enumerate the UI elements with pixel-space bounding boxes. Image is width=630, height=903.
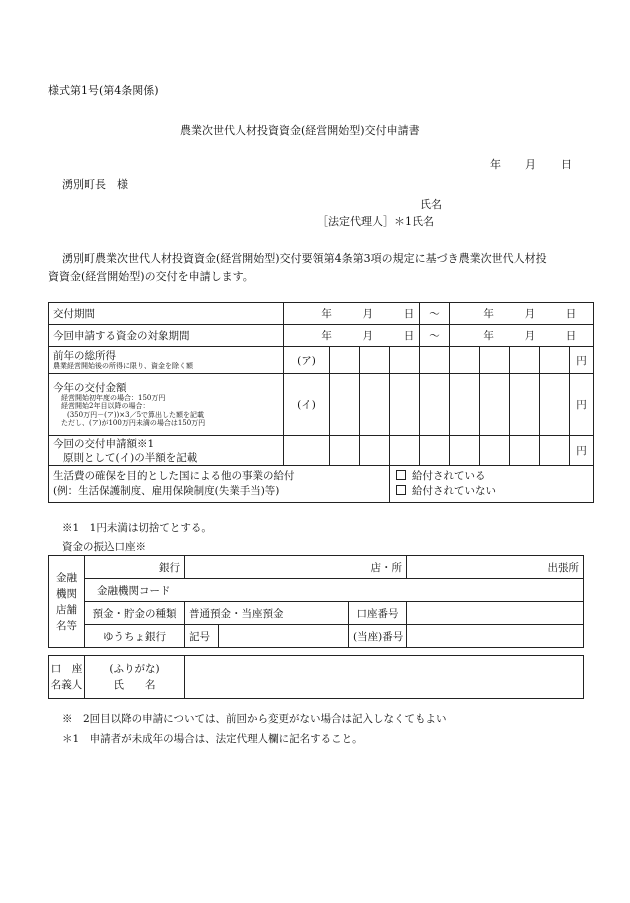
apply-amount-digit[interactable]: [390, 436, 420, 466]
apply-amount-digit[interactable]: [330, 436, 360, 466]
applicant-name-label: 氏名: [420, 198, 442, 211]
checkbox-not-received[interactable]: [396, 485, 406, 495]
form-title: 農業次世代人材投資資金(経営開始型)交付申請書: [180, 124, 420, 137]
apply-amount-digit[interactable]: [540, 436, 570, 466]
target-end-day: 日: [565, 330, 577, 342]
number-label: (当座)番号: [349, 625, 407, 648]
intro-line-1: 湧別町農業次世代人材投資資金(経営開始型)交付要領第4条第3項の規定に基づき農業次世代人材投: [62, 252, 547, 265]
this-year-note-3: (350万円－(ア))×3／5で算出した額を記載: [67, 410, 205, 419]
target-period-label: 今回申請する資金の対象期間: [49, 325, 284, 347]
period-start-cell[interactable]: [284, 303, 420, 325]
symbol-label: 記号: [185, 625, 219, 648]
apply-amount-label: 今回の交付申請額※1: [53, 437, 155, 450]
prev-income-digit[interactable]: [390, 347, 420, 374]
this-year-yen: 円: [570, 374, 594, 436]
target-tilde: ～: [420, 325, 450, 347]
institution-label-2: 機関: [56, 587, 77, 600]
mark-a: (ア): [284, 347, 330, 374]
prev-income-label: 前年の総所得: [53, 349, 116, 362]
period-start-month: 月: [362, 308, 374, 320]
account-number-input[interactable]: [407, 602, 584, 625]
option-received-label: 給付されている: [412, 470, 486, 482]
this-year-note-1: 経営開始初年度の場合：150万円: [61, 393, 166, 402]
target-end-month: 月: [524, 330, 536, 342]
branch-label: 店・所: [370, 561, 402, 574]
institution-label-3: 店舗: [56, 603, 77, 616]
bank-section-title: 資金の振込口座※: [62, 541, 146, 553]
bank-gap: [49, 648, 584, 656]
form-number: 様式第1号(第4条関係): [48, 84, 159, 97]
period-label: 交付期間: [49, 303, 284, 325]
bank-name-cell[interactable]: [85, 556, 185, 579]
this-year-digit[interactable]: [480, 374, 510, 436]
addressee: 湧別町長 様: [62, 178, 128, 191]
this-year-digit[interactable]: [450, 374, 480, 436]
period-end-day: 日: [565, 308, 577, 320]
apply-amount-digit[interactable]: [510, 436, 540, 466]
other-benefit-options: [390, 466, 594, 503]
institution-label-cell: [49, 556, 85, 648]
date-month-label: 月: [525, 158, 536, 171]
footnote-1: ※ 2回目以降の申請については、前回から変更がない場合は記入しなくてもよい: [62, 713, 447, 725]
prev-income-note: 農業経営開始後の所得に限り、資金を除く額: [53, 361, 193, 370]
apply-amount-digit[interactable]: [420, 436, 450, 466]
holder-label-2: 名義人: [50, 679, 83, 691]
bank-account-table: [48, 555, 584, 699]
number-input[interactable]: [407, 625, 584, 648]
rounding-note: ※1 1円未満は切捨てとする。: [62, 522, 212, 534]
institution-label-4: 名等: [56, 619, 77, 632]
prev-income-yen: 円: [570, 347, 594, 374]
apply-amount-digit[interactable]: [450, 436, 480, 466]
prev-income-digit[interactable]: [510, 347, 540, 374]
period-start-day: 日: [403, 308, 415, 320]
bank-label: 銀行: [159, 561, 180, 574]
this-year-digit[interactable]: [420, 374, 450, 436]
other-benefit-label-cell: [49, 466, 390, 503]
apply-amount-label-cell: [49, 436, 284, 466]
this-year-digit[interactable]: [390, 374, 420, 436]
checkbox-received[interactable]: [396, 470, 406, 480]
target-start-year: 年: [321, 330, 332, 342]
code-input[interactable]: [185, 579, 584, 602]
deposit-type-value[interactable]: 普通預金・当座預金: [185, 602, 349, 625]
target-end-year: 年: [483, 330, 494, 342]
prev-income-digit[interactable]: [360, 347, 390, 374]
this-year-note-2: 経営開始2年目以降の場合：: [61, 402, 150, 410]
period-end-cell[interactable]: [450, 303, 594, 325]
mark-i: (イ): [284, 374, 330, 436]
holder-label-cell: [49, 656, 85, 699]
apply-amount-note: 原則として(イ)の半額を記載: [63, 451, 198, 464]
target-start-day: 日: [403, 330, 415, 342]
this-year-label: 今年の交付金額: [53, 381, 127, 394]
date-day-label: 日: [561, 158, 572, 171]
branch-name-cell[interactable]: [185, 556, 407, 579]
period-tilde: ～: [420, 303, 450, 325]
this-year-digit[interactable]: [330, 374, 360, 436]
target-start-cell[interactable]: [284, 325, 420, 347]
this-year-digit[interactable]: [540, 374, 570, 436]
prev-income-digit[interactable]: [540, 347, 570, 374]
target-start-month: 月: [362, 330, 374, 342]
prev-income-label-cell: [49, 347, 284, 374]
period-end-year: 年: [483, 308, 494, 320]
apply-amount-digit[interactable]: [480, 436, 510, 466]
prev-income-digit[interactable]: [480, 347, 510, 374]
account-number-label: 口座番号: [349, 602, 407, 625]
apply-amount-blank: [284, 436, 330, 466]
apply-amount-digit[interactable]: [360, 436, 390, 466]
yucho-label: ゆうちょ銀行: [85, 625, 185, 648]
sub-branch-label: 出張所: [547, 561, 579, 574]
other-benefit-line-1: 生活費の確保を目的とした国による他の事業の給付: [53, 470, 295, 482]
holder-name-label: 氏 名: [113, 679, 156, 691]
option-not-received-label: 給付されていない: [412, 485, 496, 497]
this-year-label-cell: [49, 374, 284, 436]
period-end-month: 月: [524, 308, 536, 320]
proxy-name-label: ［法定代理人］＊1氏名: [317, 215, 434, 228]
main-application-table: [48, 302, 594, 503]
holder-label-1: 口 座: [50, 663, 83, 675]
this-year-digit[interactable]: [360, 374, 390, 436]
period-start-year: 年: [321, 308, 332, 320]
other-benefit-line-2: (例：生活保護制度、雇用保険制度(失業手当)等): [53, 485, 280, 497]
prev-income-digit[interactable]: [330, 347, 360, 374]
option-received[interactable]: [396, 469, 589, 484]
furigana-label: (ふりがな): [109, 663, 160, 675]
target-end-cell[interactable]: [450, 325, 594, 347]
sub-branch-cell[interactable]: [407, 556, 584, 579]
symbol-input[interactable]: [219, 625, 349, 648]
date-year-label: 年: [490, 158, 501, 171]
prev-income-digit[interactable]: [420, 347, 450, 374]
holder-name-input[interactable]: [185, 656, 584, 699]
code-label: 金融機関コード: [85, 579, 185, 602]
this-year-note-4: ただし、(ア)が100万円未満の場合は150万円: [61, 419, 206, 427]
option-not-received[interactable]: [396, 484, 589, 499]
holder-name-label-cell: [85, 656, 185, 699]
prev-income-digit[interactable]: [450, 347, 480, 374]
institution-label-1: 金融: [56, 571, 77, 584]
deposit-type-label: 預金・貯金の種類: [85, 602, 185, 625]
this-year-digit[interactable]: [510, 374, 540, 436]
apply-amount-yen: 円: [570, 436, 594, 466]
intro-line-2: 資資金(経営開始型)の交付を申請します。: [48, 270, 254, 283]
footnote-2: ＊1 申請者が未成年の場合は、法定代理人欄に記名すること。: [62, 733, 363, 745]
